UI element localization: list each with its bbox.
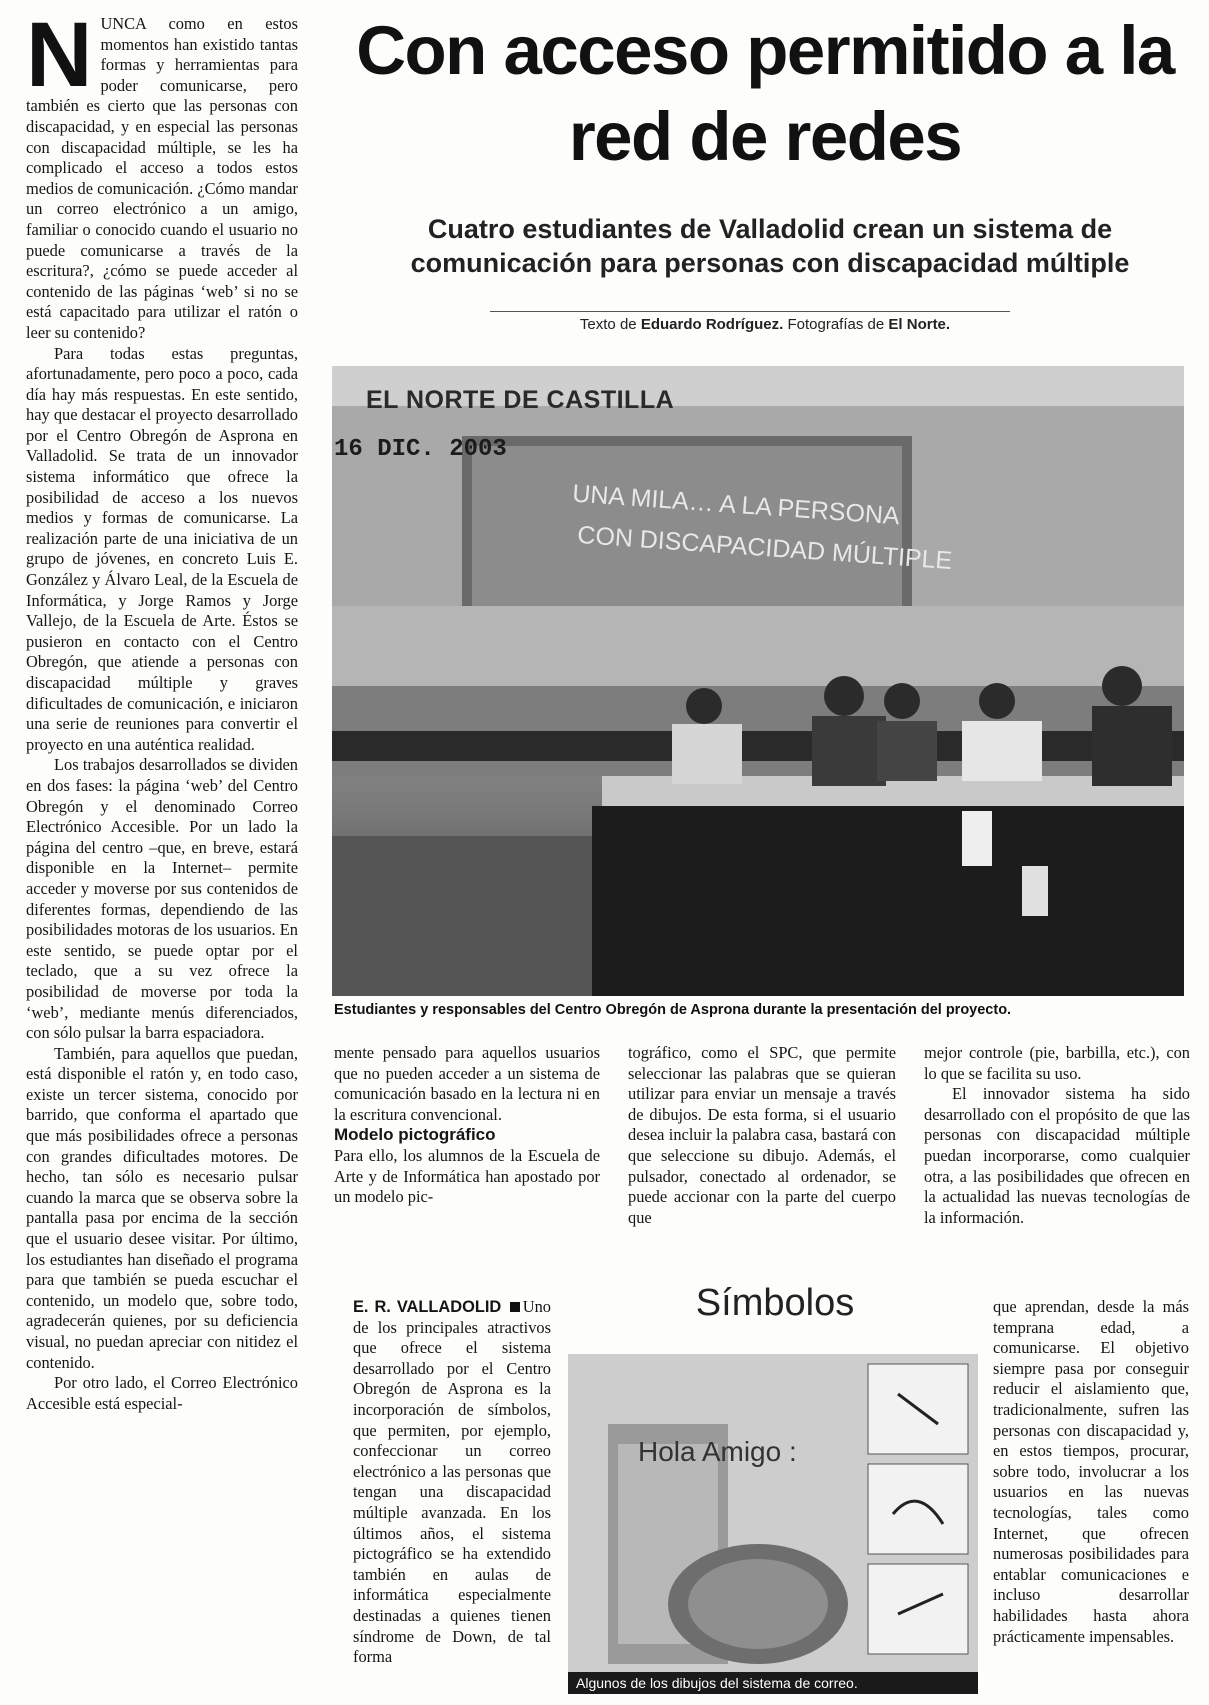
symbols-illustration: [568, 1354, 978, 1694]
banner-text-line-1: UNA MILA… A LA PERSONA: [571, 479, 901, 531]
illustration-label: Hola Amigo :: [638, 1436, 797, 1467]
paragraph: Para todas estas preguntas, afortunadamente, pero poco a poco, cada día hay más respuestas. En este sentido, hay que destacar el proyecto desarrollado por el Centro Obregón de Asprona en Valladolid. Se trata de un innovador sistema informático que ofrece la posibilidad de acceso a los nuevos medios y formas de comunicarse. La realización parte de una iniciativa de un grupo de jóvenes, en concreto Luis E. González y Álvaro Leal, de la Escuela de Informática, y Jorge Ramos y Jorge Vallejo, de la Escuela de Arte. Éstos se pusieron en contacto con el Centro Obregón, que atiende a personas con discapacidad múltiple y graves dificultades de comunicación, e iniciaron una serie de reuniones para convertir el proyecto en una auténtica realidad.: [26, 343, 298, 754]
divider: [490, 311, 1010, 312]
paragraph: Por otro lado, el Correo Electrónico Accesible está especial-: [26, 1373, 298, 1413]
paragraph: Los trabajos desarrollados se dividen en dos fases: la página ‘web’ del Centro Obregón y el denominado Correo Electrónico Accesible. Por un lado la página del centro –que, en breve, estará disponible en la Internet– permite acceder y moverse por sus contenidos de diferentes formas, dependiendo de las posibilidades motoras de los usuarios. En este sentido, se puede optar por el teclado, que a su vez ofrece la posibilidad de moverse por toda la ‘web’, mediante menús diferenciados, con sólo pulsar la barra espaciadora.: [26, 755, 298, 1043]
sidebar-title: Símbolos: [695, 1282, 855, 1324]
paragraph: mente pensado para aquellos usuarios que no pueden acceder a un sistema de comunicación basado en la lectura ni en la escritura convencional.: [334, 1043, 600, 1124]
illustration-caption: Algunos de los dibujos del sistema de correo.: [568, 1672, 978, 1694]
symbols-drawing: [568, 1354, 978, 1694]
paragraph: tográfico, como el SPC, que permite seleccionar las palabras que se quieran utilizar para enviar un mensaje a través de dibujos. De esta forma, si el usuario desea incluir la palabra casa, bastará con que seleccione su dibujo. Además, el pulsador, conectado al ordenador, se puede accionar con la parte del cuerpo que: [628, 1043, 896, 1227]
article-column-4: [924, 1043, 1190, 1228]
credits: [340, 316, 1190, 333]
paragraph: Para ello, los alumnos de la Escuela de Arte y de Informática han apostado por un modelo pic-: [334, 1145, 600, 1207]
banner-text-line-2: CON DISCAPACIDAD MÚLTIPLE: [576, 520, 954, 576]
article-column-2: [334, 1043, 600, 1208]
sidebar-paragraph: [353, 1297, 551, 1668]
date-stamp: 16 DIC. 2003: [334, 436, 507, 463]
headline: Con acceso permitido a la red de redes: [356, 12, 1174, 175]
sidebar-body: Uno de los principales atractivos que ofrece el sistema desarrollado por el Centro Obregón de Asprona es la incorporación de símbolos, que permiten, por ejemplo, confeccionar un correo electrónico a las personas que tengan una discapacidad múltiple avanzada. En los últimos años, el sistema pictográfico se ha extendido también en aulas de informática especialmente destinadas a quienes tienen síndrome de Down, de tal forma: [353, 1297, 551, 1667]
newspaper-stamp: EL NORTE DE CASTILLA: [366, 386, 675, 414]
subheading: Modelo pictográfico: [334, 1125, 496, 1145]
sidebar-right-text: [993, 1297, 1189, 1647]
credits-photo-source: El Norte.: [888, 316, 951, 333]
sidebar-paragraph: que aprendan, desde la más temprana edad, a comunicarse. El objetivo siempre pasa por conseguir reducir el aislamiento que, tradicionalmente, sufren las personas con discapacidad y, en estos tiempos, procurar, sobre todo, involucrar a los usuarios en las nuevas tecnologías, tales como Internet, que ofrecen numerosas posibilidades para entablar comunicaciones e incluso desarrollar habilidades hasta ahora prácticamente impensables.: [993, 1297, 1189, 1646]
paragraph: El innovador sistema ha sido desarrollado con el propósito de que las personas con discapacidad múltiple puedan incorporarse, como cualquier otra, a las posibilidades que ofrecen en la actualidad las nuevas tecnologías de la información.: [924, 1084, 1190, 1227]
paragraph: También, para aquellos que puedan, está disponible el ratón y, en todo caso, existe un tercer sistema, conocido por barrido, que conforma el apartado que que más posibilidades ofrece a personas con grandes dificultades motores. De hecho, tan sólo es necesario pulsar cuando la marca que se observa sobre la pantalla pasa por encima de la sección que el usuario desee visitar. Por último, los estudiantes han diseñado el programa para que también se pueda escuchar el contenido, un modelo que, sobre todo, agradecerán quienes, por su deficiencia visual, no puedan apreciar con nitidez el contenido.: [26, 1043, 298, 1372]
byline-square-icon: [510, 1302, 520, 1312]
credits-photo-prefix: Fotografías de: [787, 316, 885, 333]
article-column-1: [26, 4, 298, 1414]
subtitle: Cuatro estudiantes de Valladolid crean un sistema de comunicación para personas con discapacidad múltiple: [410, 214, 1130, 278]
main-photo: [332, 366, 1184, 996]
photo-caption: Estudiantes y responsables del Centro Obregón de Asprona durante la presentación del proyecto.: [334, 1002, 1012, 1018]
sidebar-byline: E. R. VALLADOLID: [353, 1298, 502, 1316]
drop-cap: N: [26, 4, 93, 106]
credits-text-prefix: Texto de: [579, 316, 637, 333]
sidebar-left-text: [353, 1297, 551, 1668]
paragraph: UNCA como en estos momentos han existido tantas formas y herramientas para poder comunicarse, pero también es cierto que las personas con discapacidad, y en especial las personas con discapacidad múltiple, se les ha complicado el acceso a todos estos medios de comunicación. ¿Cómo mandar un correo electrónico a un amigo, familiar o conocido cuando el usuario no puede comunicarse a través de la escritura?, ¿cómo se puede acceder al contenido de las páginas ‘web’ si no se está capacitado para utilizar el ratón o leer su contenido?: [26, 14, 298, 342]
article-column-3: [628, 1043, 896, 1228]
credits-author: Eduardo Rodríguez.: [640, 316, 784, 333]
paragraph: mejor controle (pie, barbilla, etc.), con lo que se facilita su uso.: [924, 1043, 1190, 1083]
